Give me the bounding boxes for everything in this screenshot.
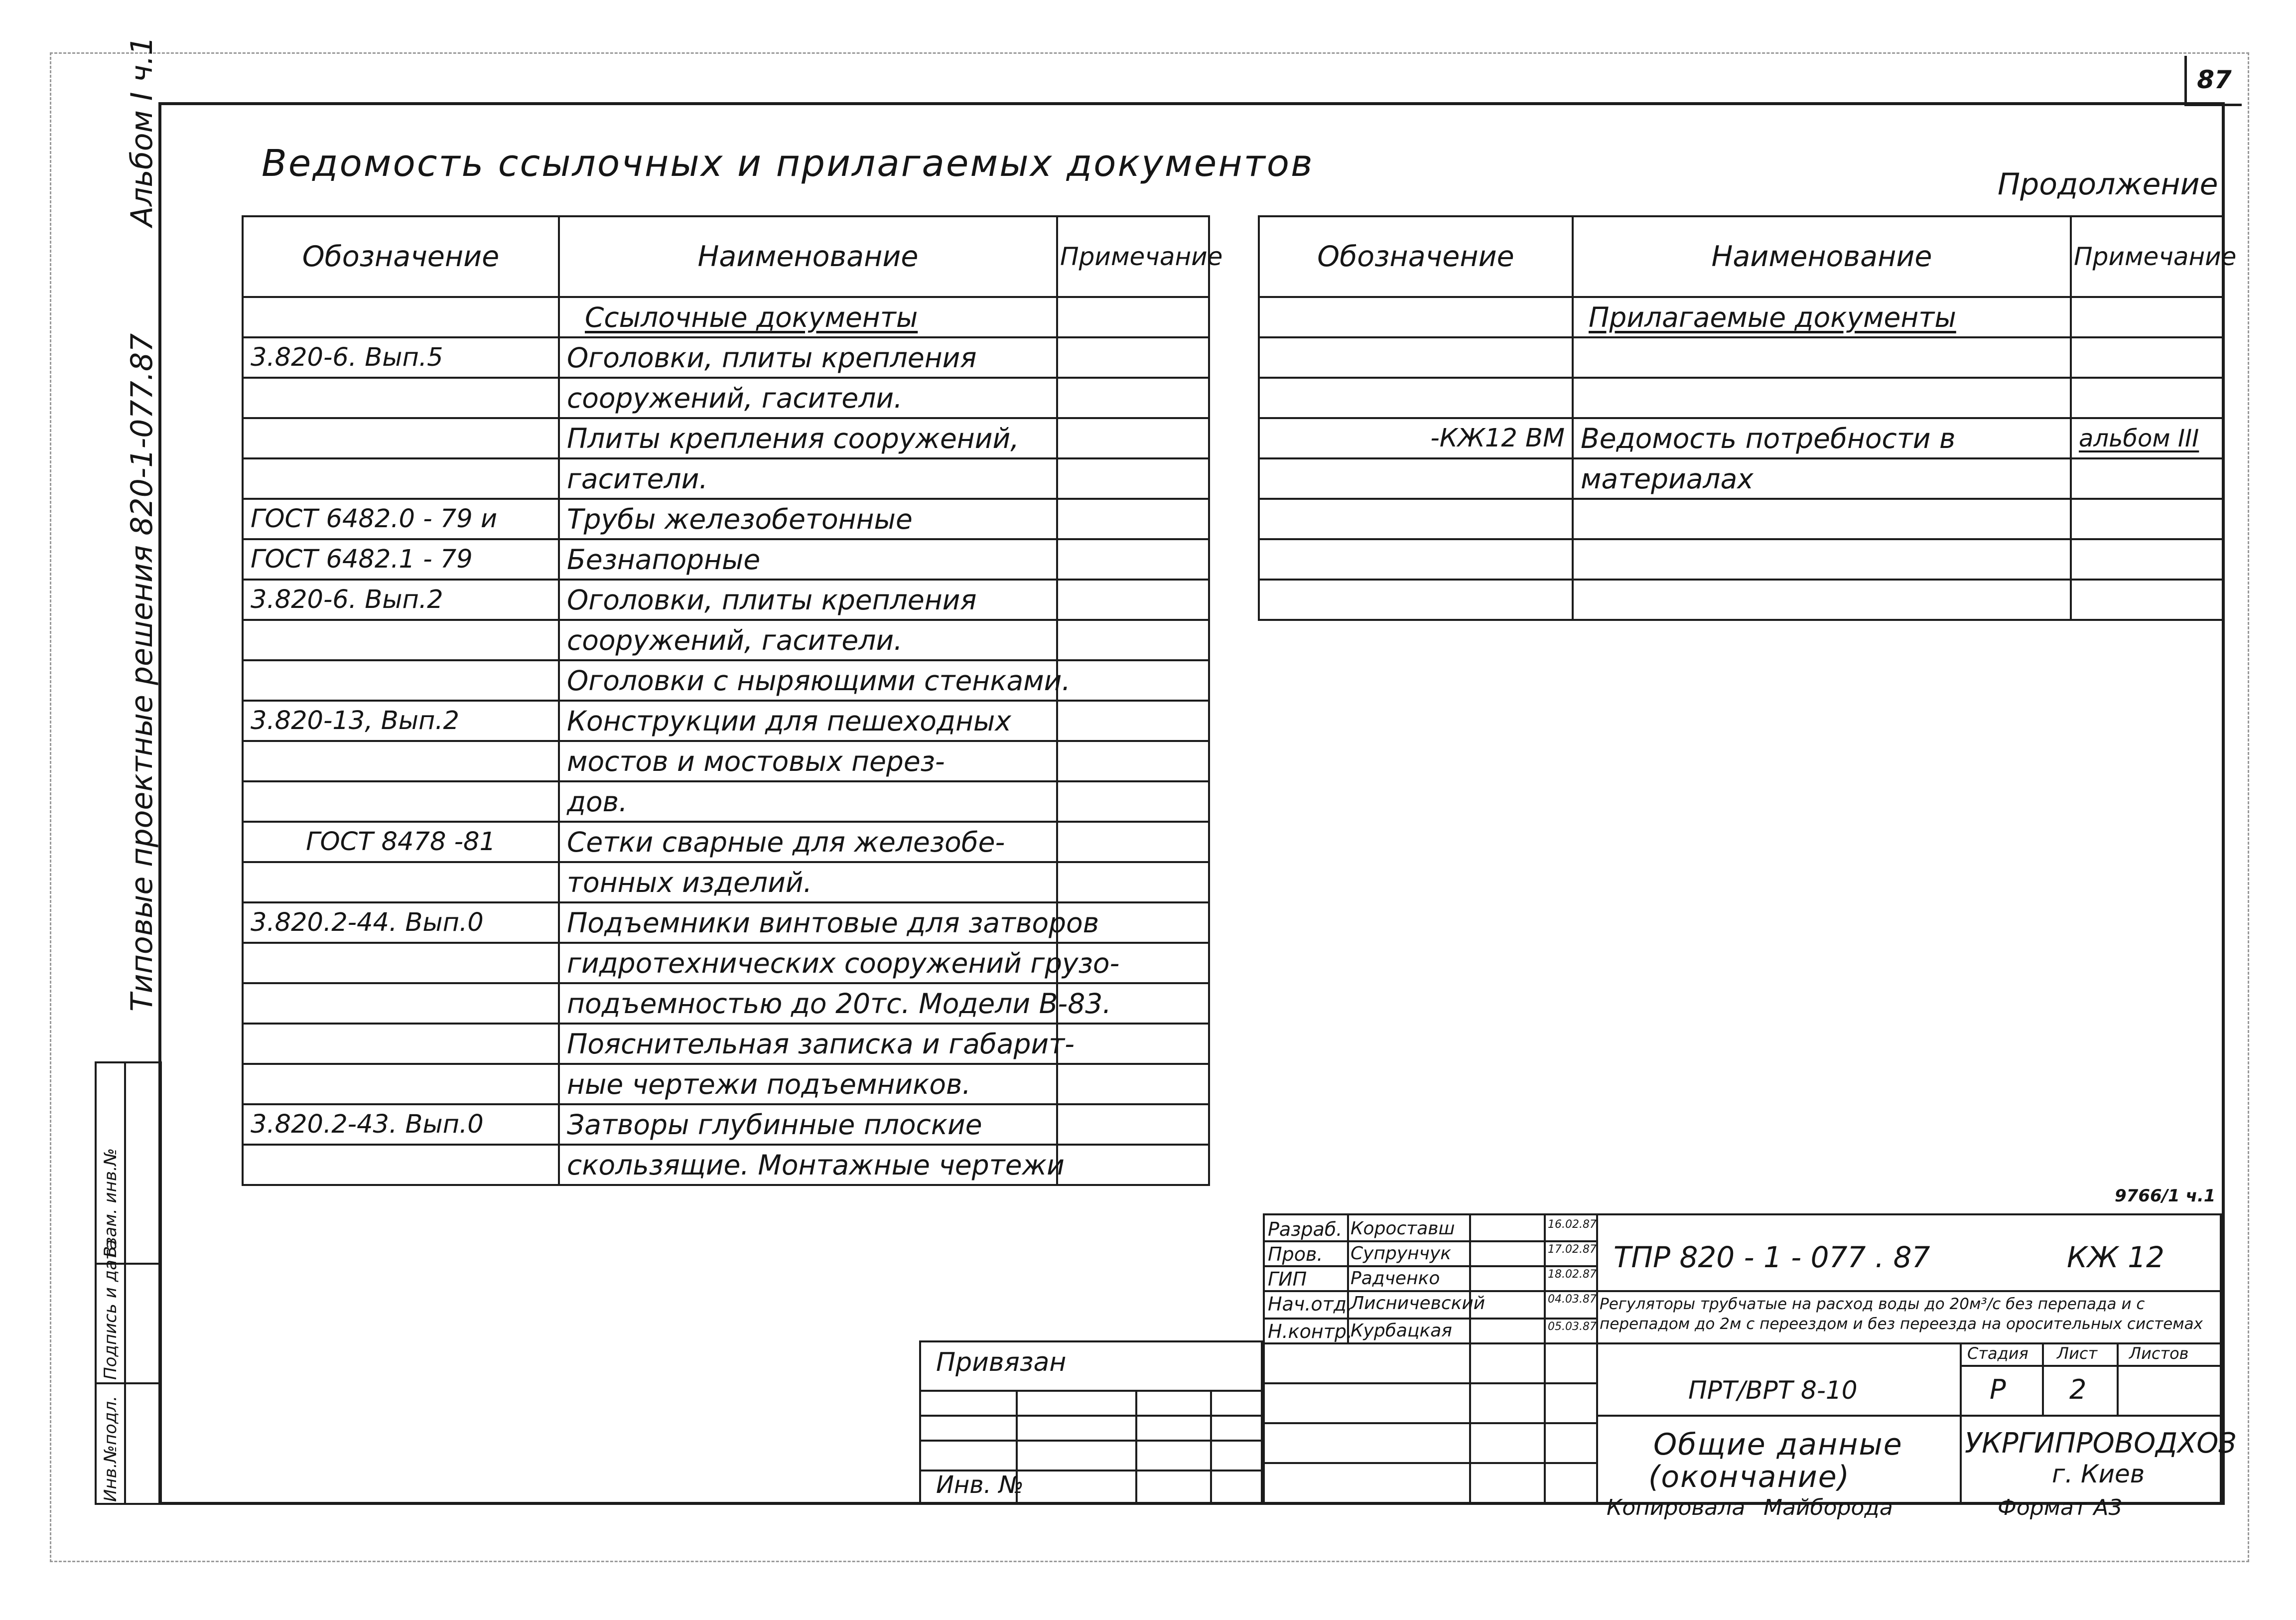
- signature-date-label: Подпись и дата: [101, 1239, 121, 1380]
- inv-no-label: Инв. №: [936, 1471, 1024, 1499]
- title-block: [1263, 1213, 2237, 1505]
- table-row: [243, 418, 1209, 458]
- table-row: [1259, 499, 2223, 539]
- designation-cell: [1259, 337, 1573, 378]
- name-cell: сооружений, гасители.: [559, 620, 1057, 660]
- sheet-value: 2: [2069, 1374, 2087, 1405]
- privyazan-block: [919, 1340, 1263, 1505]
- note-cell: [1057, 499, 1209, 539]
- table-row: [243, 337, 1209, 378]
- role-label: Нач.отд.: [1268, 1293, 1353, 1315]
- sheets-label: Листов: [2129, 1344, 2189, 1363]
- name-cell: Трубы железобетонные: [559, 499, 1057, 539]
- copier-name: Майборода: [1763, 1495, 1893, 1520]
- description-line-2: перепадом до 2м с переездом и без переезда на оросительных системах: [1600, 1315, 2203, 1333]
- stage-value: Р: [1990, 1374, 2006, 1405]
- designation-cell: [243, 781, 559, 822]
- designation-cell: [243, 660, 559, 701]
- designation-cell: [243, 983, 559, 1024]
- designation-cell: [243, 862, 559, 902]
- designation-cell: [243, 620, 559, 660]
- person-name: Короставш: [1351, 1218, 1455, 1239]
- note-cell: [1057, 458, 1209, 499]
- table-row: [243, 1104, 1209, 1145]
- note-cell: [1057, 337, 1209, 378]
- name-cell: [1573, 337, 2071, 378]
- name-cell: Сетки сварные для железобе-: [559, 822, 1057, 862]
- designation-cell: ГОСТ 6482.1 - 79: [243, 539, 559, 580]
- table-row: [1259, 539, 2223, 580]
- object-name: ПРТ/ВРТ 8-10: [1688, 1376, 1858, 1405]
- table-header-row: [1259, 216, 2223, 297]
- table-row: [1259, 337, 2223, 378]
- table-row: [243, 943, 1209, 983]
- sign-date: 18.02.87: [1548, 1268, 1597, 1281]
- note-cell: [1057, 1024, 1209, 1064]
- organization: УКРГИПРОВОДХОЗ: [1965, 1427, 2237, 1460]
- name-cell: [1573, 580, 2071, 620]
- name-cell: мостов и мостовых перез-: [559, 741, 1057, 781]
- table-row: [243, 862, 1209, 902]
- table-row: [243, 1145, 1209, 1185]
- designation-cell: [1259, 499, 1573, 539]
- vzam-label: Взам. инв.№: [101, 1148, 121, 1258]
- referenced-documents-table: [242, 215, 1223, 1186]
- name-cell: тонных изделий.: [559, 862, 1057, 902]
- table-row: [243, 297, 1209, 337]
- note-cell: [1057, 741, 1209, 781]
- note-cell: [1057, 297, 1209, 337]
- name-cell: материалах: [1573, 458, 2071, 499]
- name-cell: сооружений, гасители.: [559, 378, 1057, 418]
- designation-cell: -КЖ12 ВМ: [1259, 418, 1573, 458]
- table-row: [243, 499, 1209, 539]
- table-row: [1259, 378, 2223, 418]
- note-cell: альбом III: [2071, 418, 2223, 458]
- name-cell: гасители.: [559, 458, 1057, 499]
- role-label: ГИП: [1268, 1268, 1307, 1290]
- designation-cell: ГОСТ 8478 -81: [243, 822, 559, 862]
- designation-cell: [1259, 378, 1573, 418]
- document-mark: КЖ 12: [2067, 1240, 2164, 1274]
- name-cell: скользящие. Монтажные чертежи: [559, 1145, 1057, 1185]
- designation-cell: [243, 418, 559, 458]
- note-cell: [1057, 1064, 1209, 1104]
- table-row: [243, 580, 1209, 620]
- sign-date: 05.03.87: [1548, 1321, 1597, 1333]
- role-label: Разраб.: [1268, 1218, 1343, 1240]
- note-cell: [1057, 1145, 1209, 1185]
- description-line-1: Регуляторы трубчатые на расход воды до 20м³/с без перепада и с: [1600, 1295, 2145, 1313]
- table-row: [243, 458, 1209, 499]
- designation-cell: 3.820-6. Вып.5: [243, 337, 559, 378]
- name-cell: [1573, 378, 2071, 418]
- designation-cell: [243, 1024, 559, 1064]
- table-row: [1259, 297, 2223, 337]
- table-header-row: [243, 216, 1209, 297]
- header-note: Примечание: [1057, 216, 1209, 297]
- role-label: Н.контр.: [1268, 1321, 1353, 1342]
- name-cell: дов.: [559, 781, 1057, 822]
- table-row: [243, 620, 1209, 660]
- designation-cell: 3.820-13, Вып.2: [243, 701, 559, 741]
- note-cell: [2071, 297, 2223, 337]
- name-cell: гидротехнических сооружений грузо-: [559, 943, 1057, 983]
- table-row: [1259, 458, 2223, 499]
- note-cell: [2071, 458, 2223, 499]
- header-name: Наименование: [1573, 216, 2071, 297]
- copied-by-label: Копировала: [1607, 1495, 1746, 1520]
- attached-documents-table: [1258, 215, 2237, 621]
- name-cell: Плиты крепления сооружений,: [559, 418, 1057, 458]
- header-note: Примечание: [2071, 216, 2223, 297]
- approval-stamp-column: [95, 1061, 162, 1505]
- header-designation: Обозначение: [1259, 216, 1573, 297]
- table-row: [243, 822, 1209, 862]
- designation-cell: [243, 943, 559, 983]
- note-cell: [2071, 378, 2223, 418]
- name-cell: подъемностью до 20тс. Модели В-83.: [559, 983, 1057, 1024]
- note-cell: [1057, 701, 1209, 741]
- city: г. Киев: [2052, 1460, 2145, 1488]
- designation-cell: [243, 378, 559, 418]
- archive-mark: 9766/1 ч.1: [2115, 1186, 2216, 1206]
- name-cell: Ведомость потребности в: [1573, 418, 2071, 458]
- table-row: [243, 701, 1209, 741]
- table-row: [243, 378, 1209, 418]
- designation-cell: [243, 741, 559, 781]
- note-cell: [1057, 378, 1209, 418]
- note-cell: [1057, 862, 1209, 902]
- note-cell: [2071, 499, 2223, 539]
- name-cell: [1573, 499, 2071, 539]
- page-number: 87: [2184, 56, 2242, 106]
- note-cell: [1057, 539, 1209, 580]
- note-cell: [2071, 539, 2223, 580]
- role-label: Пров.: [1268, 1243, 1323, 1265]
- table-row: [243, 660, 1209, 701]
- name-cell: Безнапорные: [559, 539, 1057, 580]
- note-cell: [1057, 620, 1209, 660]
- table-row: [243, 539, 1209, 580]
- table-row: [243, 983, 1209, 1024]
- designation-cell: [1259, 458, 1573, 499]
- person-name: Лисничевский: [1351, 1293, 1486, 1314]
- document-title: Ведомость ссылочных и прилагаемых документов: [262, 142, 1314, 185]
- note-cell: [1057, 1104, 1209, 1145]
- designation-cell: [1259, 297, 1573, 337]
- name-cell: Подъемники винтовые для затворов: [559, 902, 1057, 943]
- designation-cell: [243, 1145, 559, 1185]
- name-cell: Конструкции для пешеходных: [559, 701, 1057, 741]
- sign-date: 04.03.87: [1548, 1293, 1597, 1306]
- designation-cell: 3.820.2-44. Вып.0: [243, 902, 559, 943]
- note-cell: [2071, 337, 2223, 378]
- sign-date: 17.02.87: [1548, 1243, 1597, 1256]
- privyazan-label: Привязан: [936, 1347, 1067, 1377]
- inv-podl-label: Инв.№подл.: [101, 1396, 121, 1502]
- table-row: [243, 781, 1209, 822]
- person-name: Курбацкая: [1351, 1321, 1452, 1341]
- person-name: Супрунчук: [1351, 1243, 1451, 1264]
- table-row: [1259, 418, 2223, 458]
- series-label: Типовые проектные решения 820-1-077.87: [125, 333, 159, 1012]
- person-name: Радченко: [1351, 1268, 1440, 1289]
- designation-cell: 3.820.2-43. Вып.0: [243, 1104, 559, 1145]
- note-cell: [1057, 822, 1209, 862]
- name-cell: Ссылочные документы: [559, 297, 1057, 337]
- note-cell: [1057, 580, 1209, 620]
- designation-cell: [243, 297, 559, 337]
- note-cell: [1057, 660, 1209, 701]
- designation-cell: ГОСТ 6482.0 - 79 и: [243, 499, 559, 539]
- designation-cell: [243, 1064, 559, 1104]
- designation-cell: [1259, 539, 1573, 580]
- doc-name-2: (окончание): [1648, 1460, 1851, 1494]
- note-cell: [2071, 580, 2223, 620]
- album-label: Альбом I ч.1: [125, 36, 159, 227]
- name-cell: Оголовки, плиты крепления: [559, 337, 1057, 378]
- stage-label: Стадия: [1967, 1344, 2028, 1363]
- note-cell: [1057, 418, 1209, 458]
- name-cell: Оголовки с ныряющими стенками.: [559, 660, 1057, 701]
- sign-date: 16.02.87: [1548, 1218, 1597, 1231]
- name-cell: Прилагаемые документы: [1573, 297, 2071, 337]
- table-row: [1259, 580, 2223, 620]
- doc-name-1: Общие данные: [1653, 1427, 1903, 1462]
- table-row: [243, 902, 1209, 943]
- header-name: Наименование: [559, 216, 1057, 297]
- project-code: ТПР 820 - 1 - 077 . 87: [1614, 1240, 1930, 1274]
- table-row: [243, 1024, 1209, 1064]
- format-label: Формат А3: [1998, 1495, 2123, 1520]
- header-designation: Обозначение: [243, 216, 559, 297]
- designation-cell: [243, 458, 559, 499]
- name-cell: [1573, 539, 2071, 580]
- continuation-label: Продолжение: [1998, 167, 2218, 202]
- table-row: [243, 741, 1209, 781]
- designation-cell: 3.820-6. Вып.2: [243, 580, 559, 620]
- name-cell: Оголовки, плиты крепления: [559, 580, 1057, 620]
- name-cell: Затворы глубинные плоские: [559, 1104, 1057, 1145]
- name-cell: Пояснительная записка и габарит-: [559, 1024, 1057, 1064]
- table-row: [243, 1064, 1209, 1104]
- note-cell: [1057, 781, 1209, 822]
- name-cell: ные чертежи подъемников.: [559, 1064, 1057, 1104]
- designation-cell: [1259, 580, 1573, 620]
- sheet-label: Лист: [2057, 1344, 2098, 1363]
